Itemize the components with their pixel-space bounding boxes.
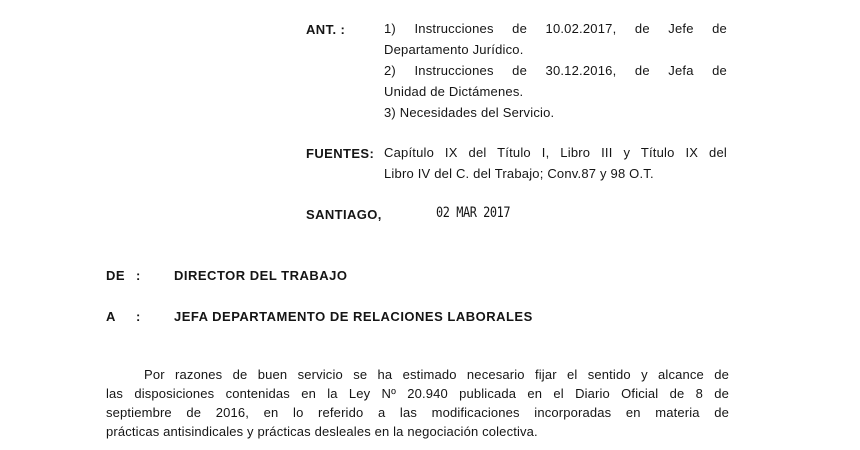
body-line-1: Por razones de buen servicio se ha estimado necesario fijar el sentido y alcance de bbox=[144, 367, 729, 382]
body-line-4: prácticas antisindicales y prácticas desleales en la negociación colectiva. bbox=[106, 424, 538, 439]
ant-line-4: Unidad de Dictámenes. bbox=[384, 84, 524, 99]
fuentes-line-2: Libro IV del C. del Trabajo; Conv.87 y 98 O.T. bbox=[384, 166, 654, 181]
de-key: DE bbox=[106, 268, 126, 283]
body-paragraph bbox=[106, 365, 729, 441]
fuentes-label: FUENTES: bbox=[306, 146, 375, 161]
a-colon: : bbox=[136, 309, 141, 324]
date-stamp: 02 MAR 2017 bbox=[436, 205, 511, 221]
a-value: JEFA DEPARTAMENTO DE RELACIONES LABORALES bbox=[174, 309, 533, 324]
ant-line-3: 2) Instrucciones de 30.12.2016, de Jefa de bbox=[384, 63, 727, 78]
body-line-2: las disposiciones contenidas en la Ley Nº 20.940 publicada en el Diario Oficial de 8 de bbox=[106, 386, 729, 401]
body-line-3: septiembre de 2016, en lo referido a las modificaciones incorporadas en materia de bbox=[106, 405, 729, 420]
de-line bbox=[106, 268, 347, 283]
a-line bbox=[106, 309, 533, 324]
ant-line-1: 1) Instrucciones de 10.02.2017, de Jefe de bbox=[384, 21, 727, 36]
santiago-label: SANTIAGO, bbox=[306, 207, 382, 222]
ant-label: ANT. : bbox=[306, 22, 346, 37]
ant-line-2: Departamento Jurídico. bbox=[384, 42, 524, 57]
de-colon: : bbox=[136, 268, 141, 283]
fuentes-line-1: Capítulo IX del Título I, Libro III y Título IX del bbox=[384, 145, 727, 160]
fuentes-block bbox=[384, 142, 727, 184]
de-value: DIRECTOR DEL TRABAJO bbox=[174, 268, 348, 283]
ant-block bbox=[384, 18, 727, 123]
ant-line-5: 3) Necesidades del Servicio. bbox=[384, 105, 555, 120]
a-key: A bbox=[106, 309, 116, 324]
